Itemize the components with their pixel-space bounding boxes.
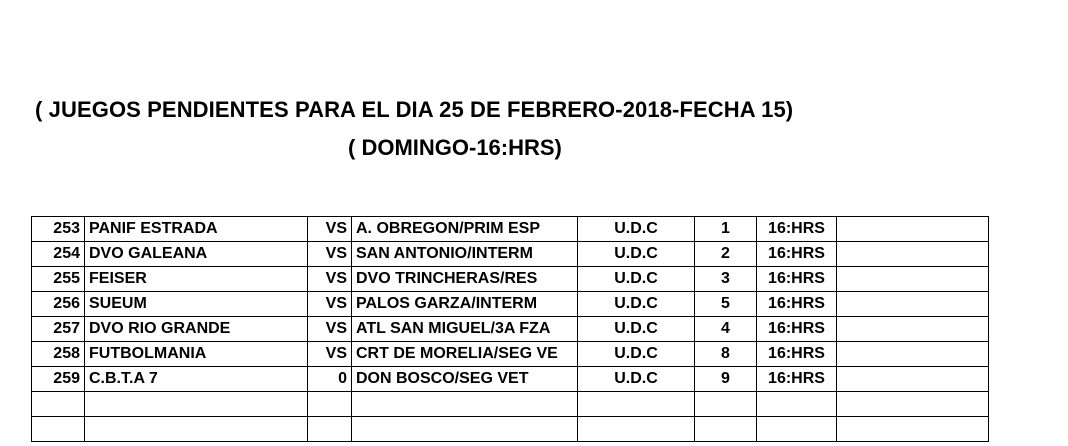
venue-cell: U.D.C bbox=[578, 317, 695, 342]
versus-cell: VS bbox=[308, 317, 352, 342]
away-team-cell: PALOS GARZA/INTERM bbox=[352, 292, 578, 317]
field-number-cell bbox=[695, 417, 757, 442]
time-cell bbox=[757, 417, 837, 442]
versus-cell bbox=[308, 392, 352, 417]
schedule-table bbox=[31, 216, 989, 442]
versus-cell: VS bbox=[308, 342, 352, 367]
venue-cell: U.D.C bbox=[578, 367, 695, 392]
field-number-cell: 1 bbox=[695, 217, 757, 242]
notes-cell bbox=[837, 217, 989, 242]
field-number-cell: 2 bbox=[695, 242, 757, 267]
notes-cell bbox=[837, 417, 989, 442]
table-row bbox=[32, 292, 989, 317]
game-number-cell: 259 bbox=[32, 367, 85, 392]
versus-cell: VS bbox=[308, 217, 352, 242]
away-team-cell: CRT DE MORELIA/SEG VE bbox=[352, 342, 578, 367]
table-row bbox=[32, 367, 989, 392]
away-team-cell: A. OBREGON/PRIM ESP bbox=[352, 217, 578, 242]
venue-cell: U.D.C bbox=[578, 242, 695, 267]
home-team-cell: DVO RIO GRANDE bbox=[85, 317, 308, 342]
game-number-cell: 258 bbox=[32, 342, 85, 367]
home-team-cell: FUTBOLMANIA bbox=[85, 342, 308, 367]
versus-cell: VS bbox=[308, 267, 352, 292]
time-cell: 16:HRS bbox=[757, 267, 837, 292]
table-row bbox=[32, 242, 989, 267]
notes-cell bbox=[837, 292, 989, 317]
versus-cell: VS bbox=[308, 242, 352, 267]
versus-cell bbox=[308, 417, 352, 442]
home-team-cell: PANIF ESTRADA bbox=[85, 217, 308, 242]
field-number-cell bbox=[695, 392, 757, 417]
field-number-cell: 4 bbox=[695, 317, 757, 342]
time-cell: 16:HRS bbox=[757, 367, 837, 392]
venue-cell bbox=[578, 392, 695, 417]
game-number-cell: 254 bbox=[32, 242, 85, 267]
venue-cell: U.D.C bbox=[578, 267, 695, 292]
home-team-cell: DVO GALEANA bbox=[85, 242, 308, 267]
away-team-cell: DON BOSCO/SEG VET bbox=[352, 367, 578, 392]
notes-cell bbox=[837, 367, 989, 392]
away-team-cell bbox=[352, 392, 578, 417]
home-team-cell: FEISER bbox=[85, 267, 308, 292]
game-number-cell: 257 bbox=[32, 317, 85, 342]
home-team-cell bbox=[85, 417, 308, 442]
field-number-cell: 5 bbox=[695, 292, 757, 317]
venue-cell bbox=[578, 417, 695, 442]
away-team-cell: SAN ANTONIO/INTERM bbox=[352, 242, 578, 267]
field-number-cell: 9 bbox=[695, 367, 757, 392]
table-row bbox=[32, 392, 989, 417]
page-title: ( JUEGOS PENDIENTES PARA EL DIA 25 DE FEBRERO-2018-FECHA 15) bbox=[35, 97, 794, 122]
field-number-cell: 3 bbox=[695, 267, 757, 292]
table-row bbox=[32, 417, 989, 442]
time-cell: 16:HRS bbox=[757, 342, 837, 367]
home-team-cell: SUEUM bbox=[85, 292, 308, 317]
game-number-cell: 255 bbox=[32, 267, 85, 292]
table-row bbox=[32, 317, 989, 342]
table-row bbox=[32, 217, 989, 242]
notes-cell bbox=[837, 242, 989, 267]
time-cell: 16:HRS bbox=[757, 317, 837, 342]
game-number-cell: 253 bbox=[32, 217, 85, 242]
page-subtitle: ( DOMINGO-16:HRS) bbox=[348, 135, 562, 160]
home-team-cell: C.B.T.A 7 bbox=[85, 367, 308, 392]
venue-cell: U.D.C bbox=[578, 342, 695, 367]
notes-cell bbox=[837, 317, 989, 342]
notes-cell bbox=[837, 342, 989, 367]
table-row bbox=[32, 267, 989, 292]
venue-cell: U.D.C bbox=[578, 217, 695, 242]
away-team-cell bbox=[352, 417, 578, 442]
notes-cell bbox=[837, 267, 989, 292]
time-cell: 16:HRS bbox=[757, 242, 837, 267]
table-row bbox=[32, 342, 989, 367]
game-number-cell bbox=[32, 417, 85, 442]
game-number-cell: 256 bbox=[32, 292, 85, 317]
home-team-cell bbox=[85, 392, 308, 417]
time-cell: 16:HRS bbox=[757, 292, 837, 317]
venue-cell: U.D.C bbox=[578, 292, 695, 317]
away-team-cell: DVO TRINCHERAS/RES bbox=[352, 267, 578, 292]
notes-cell bbox=[837, 392, 989, 417]
time-cell: 16:HRS bbox=[757, 217, 837, 242]
versus-cell: VS bbox=[308, 292, 352, 317]
away-team-cell: ATL SAN MIGUEL/3A FZA bbox=[352, 317, 578, 342]
schedule-body bbox=[32, 217, 989, 442]
time-cell bbox=[757, 392, 837, 417]
versus-cell: 0 bbox=[308, 367, 352, 392]
field-number-cell: 8 bbox=[695, 342, 757, 367]
game-number-cell bbox=[32, 392, 85, 417]
